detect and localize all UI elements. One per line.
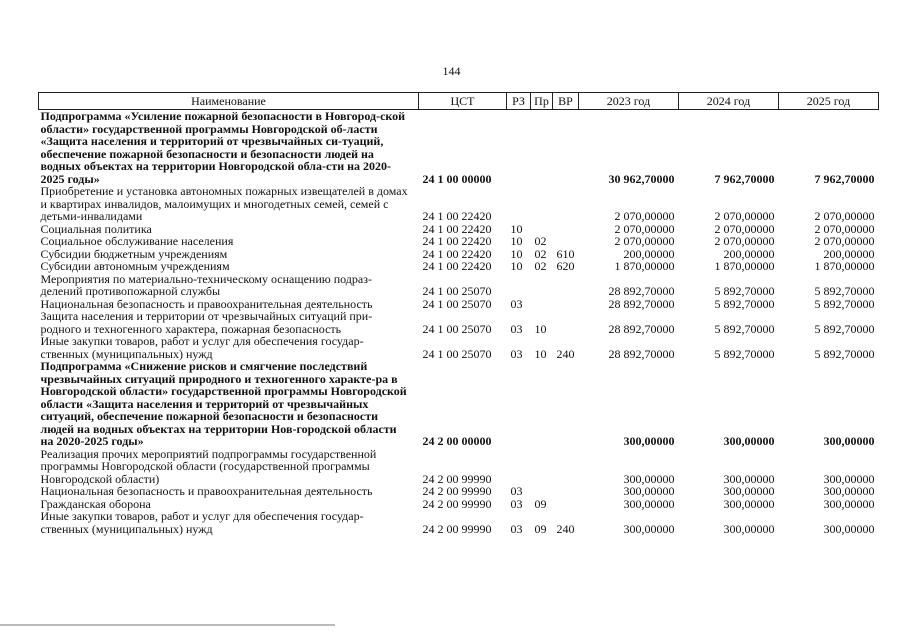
- cell-vr: [553, 360, 579, 448]
- subprogram-row: [39, 110, 879, 186]
- cell-cst: 24 1 00 22420: [422, 234, 492, 248]
- cell-pr: 02: [534, 234, 547, 248]
- cell-y2023: 28 892,70000: [608, 284, 675, 298]
- cell-pr: 02: [534, 259, 547, 273]
- table-row: [39, 448, 879, 486]
- cell-y2025: 5 892,70000: [814, 321, 875, 336]
- cell-y2025: 5 892,70000: [814, 296, 875, 311]
- cell-rz: [507, 273, 531, 298]
- cell-y2025: 2 070,00000: [814, 221, 875, 236]
- cell-cst: 24 1 00 22420: [422, 209, 492, 223]
- cell-pr: 09: [534, 521, 547, 536]
- cell-y2024: 300,00000: [723, 484, 775, 498]
- cell-y2025: 300,00000: [823, 521, 875, 536]
- cell-name: Национальная безопасность и правоохранительная деятельность: [40, 484, 373, 498]
- table-row: [39, 510, 879, 535]
- cell-y2024: 1 870,00000: [714, 259, 775, 273]
- cell-rz: 03: [510, 496, 523, 511]
- table-row: [39, 185, 879, 223]
- cell-name: Приобретение и установка автономных пожарных извещателей в домах и квартирах инвалидов, малоимущих и многодетных семей, семей с детьми-инвалидами: [40, 184, 408, 223]
- cell-y2023: 300,00000: [623, 496, 675, 511]
- cell-rz: [507, 185, 531, 223]
- subprogram-row: [39, 360, 879, 448]
- table-row: [39, 310, 879, 335]
- cell-name: Субсидии автономным учреждениям: [40, 259, 230, 273]
- cell-rz: [507, 448, 531, 486]
- cell-y2025: 200,00000: [823, 246, 875, 261]
- cell-rz: 10: [510, 234, 523, 248]
- cell-name: Иные закупки товаров, работ и услуг для обеспечения государ-ственных (муниципальных) нужд: [40, 509, 364, 536]
- cell-y2023: 200,00000: [623, 246, 675, 261]
- cell-cst: 24 2 00 99990: [422, 484, 492, 498]
- cell-cst: 24 2 00 99990: [422, 471, 492, 486]
- cell-cst: 24 1 00 00000: [422, 171, 492, 186]
- cell-name: Национальная безопасность и правоохранительная деятельность: [40, 296, 373, 311]
- cell-pr: [531, 110, 553, 186]
- cell-y2025: 300,00000: [823, 434, 875, 448]
- cell-vr: 240: [556, 346, 575, 361]
- table-header-row: [39, 93, 879, 110]
- cell-name: Социальная политика: [40, 221, 152, 236]
- header-2024: 2024 год: [679, 93, 779, 110]
- cell-y2025: 5 892,70000: [814, 284, 875, 298]
- cell-vr: [553, 223, 579, 236]
- cell-y2024: 2 070,00000: [714, 209, 775, 223]
- header-name: Наименование: [39, 93, 419, 110]
- cell-cst: 24 2 00 00000: [422, 434, 492, 448]
- cell-pr: 10: [534, 321, 547, 336]
- header-rz: РЗ: [507, 93, 531, 110]
- cell-cst: 24 2 00 99990: [422, 496, 492, 511]
- cell-pr: [531, 185, 553, 223]
- cell-vr: [553, 185, 579, 223]
- cell-cst: 24 1 00 22420: [422, 246, 492, 261]
- cell-y2023: 1 870,00000: [614, 259, 675, 273]
- cell-y2024: 5 892,70000: [714, 296, 775, 311]
- header-pr: Пр: [531, 93, 553, 110]
- cell-name: Защита населения и территории от чрезвычайных ситуаций при-родного и техногенного характера, пожарная безопасность: [40, 309, 373, 336]
- header-vr: ВР: [553, 93, 579, 110]
- cell-y2024: 5 892,70000: [714, 321, 775, 336]
- cell-pr: 10: [534, 346, 547, 361]
- cell-y2024: 5 892,70000: [714, 346, 775, 361]
- cell-y2023: 300,00000: [623, 471, 675, 486]
- cell-rz: 10: [510, 221, 523, 236]
- cell-pr: 09: [534, 496, 547, 511]
- cell-rz: 10: [510, 246, 523, 261]
- cell-cst: 24 1 00 25070: [422, 296, 492, 311]
- cell-cst: 24 1 00 22420: [422, 221, 492, 236]
- cell-vr: [553, 273, 579, 298]
- cell-vr: 610: [556, 246, 575, 261]
- cell-pr: [531, 485, 553, 498]
- cell-pr: [531, 273, 553, 298]
- cell-y2025: 2 070,00000: [814, 209, 875, 223]
- cell-y2023: 28 892,70000: [608, 346, 675, 361]
- cell-y2024: 5 892,70000: [714, 284, 775, 298]
- cell-vr: 240: [556, 521, 575, 536]
- cell-y2025: 2 070,00000: [814, 234, 875, 248]
- cell-vr: [553, 298, 579, 311]
- cell-y2025: 7 962,70000: [814, 171, 875, 186]
- cell-y2023: 300,00000: [623, 521, 675, 536]
- cell-vr: [553, 485, 579, 498]
- cell-name: Иные закупки товаров, работ и услуг для обеспечения государ-ственных (муниципальных) нужд: [40, 334, 364, 361]
- table-row: [39, 485, 879, 498]
- cell-name: Социальное обслуживание населения: [40, 234, 234, 248]
- cell-y2024: 2 070,00000: [714, 234, 775, 248]
- cell-cst: 24 1 00 22420: [422, 259, 492, 273]
- table-row: [39, 260, 879, 273]
- cell-y2024: 2 070,00000: [714, 221, 775, 236]
- cell-rz: 03: [510, 484, 523, 498]
- table-row: [39, 235, 879, 248]
- cell-name: Гражданская оборона: [40, 496, 151, 511]
- cell-vr: 620: [556, 259, 575, 273]
- table-row: [39, 335, 879, 360]
- header-2025: 2025 год: [779, 93, 879, 110]
- cell-pr: 02: [534, 246, 547, 261]
- cell-name: Мероприятия по материально-техническому оснащению подраз-делений противопожарной службы: [40, 271, 372, 298]
- cell-cst: 24 1 00 25070: [422, 346, 492, 361]
- cell-y2024: 300,00000: [723, 496, 775, 511]
- cell-y2025: 1 870,00000: [814, 259, 875, 273]
- cell-y2024: 300,00000: [723, 471, 775, 486]
- cell-y2024: 300,00000: [723, 434, 775, 448]
- cell-name: Реализация прочих мероприятий подпрограммы государственной программы Новгородской области (государственной программы Новгородской области): [40, 446, 377, 486]
- cell-y2023: 300,00000: [623, 484, 675, 498]
- cell-cst: 24 2 00 99990: [422, 521, 492, 536]
- cell-name: Подпрограмма «Снижение рисков и смягчение последствий чрезвычайных ситуаций природного и техногенного характе-ра в Новгородской области» государственной программы Новгородской области «Защита населения и территорий от чрезвычайных ситуаций, обеспечение пожарной безопасности и безопасности людей на водных объектах на территории Нов-городской области на 2020-2025 годы»: [40, 359, 407, 448]
- cell-y2025: 5 892,70000: [814, 346, 875, 361]
- cell-y2025: 300,00000: [823, 471, 875, 486]
- cell-vr: [553, 498, 579, 511]
- cell-rz: 03: [510, 296, 523, 311]
- cell-cst: 24 1 00 25070: [422, 321, 492, 336]
- cell-y2023: 28 892,70000: [608, 321, 675, 336]
- cell-y2023: 2 070,00000: [614, 209, 675, 223]
- cell-y2023: 2 070,00000: [614, 234, 675, 248]
- cell-y2023: 28 892,70000: [608, 296, 675, 311]
- cell-vr: [553, 235, 579, 248]
- cell-vr: [553, 448, 579, 486]
- page-number: 144: [442, 64, 461, 78]
- cell-vr: [553, 310, 579, 335]
- cell-rz: 03: [510, 346, 523, 361]
- cell-name: Подпрограмма «Усиление пожарной безопасности в Новгород-ской области» государственной программы Новгородской об-ласти «Защита населения и территорий от чрезвычайных си-туаций, обеспечение пожарной безопасности и безопасности людей на водных объектах на территории Новгородской обла-сти на 2020-2025 годы»: [40, 109, 406, 186]
- cell-name: Субсидии бюджетным учреждениям: [40, 246, 228, 261]
- budget-table: [38, 92, 879, 535]
- cell-y2023: 30 962,70000: [608, 171, 675, 186]
- header-2023: 2023 год: [579, 93, 679, 110]
- cell-y2025: 300,00000: [823, 484, 875, 498]
- cell-cst: 24 1 00 25070: [422, 284, 492, 298]
- cell-rz: 10: [510, 259, 523, 273]
- cell-pr: [531, 360, 553, 448]
- cell-y2024: 7 962,70000: [714, 171, 775, 186]
- scan-edge-divider: [0, 624, 335, 626]
- cell-y2023: 2 070,00000: [614, 221, 675, 236]
- cell-pr: [531, 298, 553, 311]
- cell-vr: [553, 110, 579, 186]
- cell-pr: [531, 448, 553, 486]
- cell-y2024: 300,00000: [723, 521, 775, 536]
- header-cst: ЦСТ: [419, 93, 507, 110]
- cell-rz: [507, 360, 531, 448]
- cell-rz: 03: [510, 521, 523, 536]
- cell-rz: 03: [510, 321, 523, 336]
- cell-rz: [507, 110, 531, 186]
- cell-y2024: 200,00000: [723, 246, 775, 261]
- cell-y2023: 300,00000: [623, 434, 675, 448]
- cell-y2025: 300,00000: [823, 496, 875, 511]
- table-row: [39, 273, 879, 298]
